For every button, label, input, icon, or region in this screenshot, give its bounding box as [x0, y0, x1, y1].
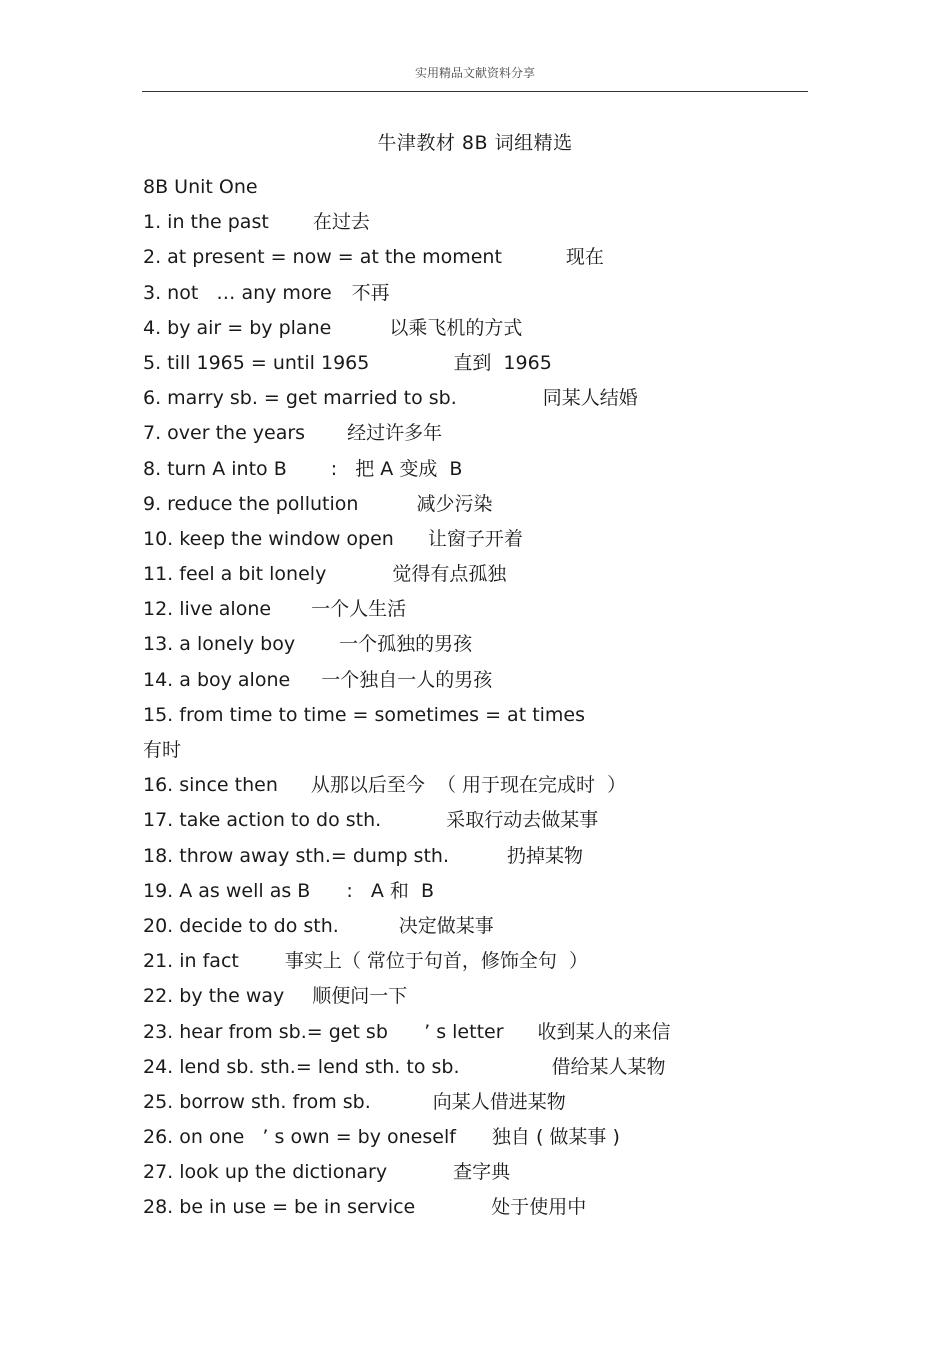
- phrase-row: [143, 627, 823, 662]
- phrase-english: 3. not … any more: [143, 281, 332, 304]
- phrase-chinese: 直到 1965: [453, 351, 552, 374]
- phrase-english: 11. feel a bit lonely: [143, 563, 327, 586]
- phrase-english: 23. hear from sb.= get sb ’ s letter: [143, 1020, 504, 1043]
- phrase-row: [143, 733, 823, 768]
- phrase-row: [143, 1155, 823, 1190]
- phrase-english: 17. take action to do sth.: [143, 809, 382, 832]
- phrase-row: [143, 1050, 823, 1085]
- phrase-chinese: 一个人生活: [311, 598, 407, 621]
- document-title: 牛津教材 8B 词组精选: [377, 132, 573, 154]
- phrase-row: [143, 663, 823, 698]
- phrase-row: [143, 1190, 823, 1225]
- phrase-chinese: 经过许多年: [347, 422, 443, 445]
- phrase-chinese: 觉得有点孤独: [392, 563, 507, 586]
- phrase-english: 7. over the years: [143, 422, 306, 445]
- phrase-row: [143, 452, 823, 487]
- unit-heading-text: 8B Unit One: [143, 176, 258, 198]
- phrase-chinese: 不再: [351, 281, 390, 304]
- phrase-row: [143, 240, 823, 275]
- phrase-english: 19. A as well as B: [143, 879, 311, 902]
- phrase-chinese: 一个孤独的男孩: [339, 633, 473, 656]
- phrase-chinese: 现在: [565, 246, 604, 269]
- phrase-chinese: 查字典: [453, 1161, 511, 1184]
- phrase-english: 13. a lonely boy: [143, 633, 296, 656]
- phrase-row: [143, 346, 823, 381]
- phrase-chinese: 借给某人某物: [551, 1055, 666, 1078]
- phrase-row: [143, 416, 823, 451]
- phrase-row: [143, 311, 823, 346]
- phrase-chinese: 让窗子开着: [427, 527, 523, 550]
- phrase-chinese: 决定做某事: [398, 914, 494, 937]
- phrase-english: 21. in fact: [143, 950, 239, 973]
- phrase-chinese: 事实上（ 常位于句首，修饰全句 ）: [284, 950, 588, 973]
- phrase-row: [143, 1120, 823, 1155]
- phrase-chinese: 收到某人的来信: [537, 1020, 671, 1043]
- phrase-english: 16. since then: [143, 774, 278, 797]
- phrase-english: 22. by the way: [143, 985, 285, 1008]
- phrase-row: [143, 276, 823, 311]
- phrase-english: 20. decide to do sth.: [143, 914, 339, 937]
- phrase-english: 12. live alone: [143, 598, 272, 621]
- phrase-english: 28. be in use = be in service: [143, 1196, 416, 1219]
- phrase-row: [143, 205, 823, 240]
- phrase-row: [143, 522, 823, 557]
- phrase-english: 9. reduce the pollution: [143, 492, 359, 515]
- phrase-chinese: 扔掉某物: [507, 844, 584, 867]
- phrase-chinese: : 把 A 变成 B: [330, 457, 463, 480]
- phrase-chinese: 独自 ( 做某事 ): [491, 1126, 620, 1149]
- phrase-english: 10. keep the window open: [143, 527, 394, 550]
- phrase-chinese: : A 和 B: [346, 879, 434, 902]
- unit-heading: [143, 170, 823, 205]
- phrase-list: [143, 170, 823, 1226]
- phrase-english: 15. from time to time = sometimes = at times: [143, 703, 586, 726]
- phrase-english: 8. turn A into B: [143, 457, 287, 480]
- phrase-english: 14. a boy alone: [143, 668, 291, 691]
- phrase-english: 18. throw away sth.= dump sth.: [143, 844, 449, 867]
- phrase-row: [143, 557, 823, 592]
- phrase-row: [143, 487, 823, 522]
- phrase-row: [143, 874, 823, 909]
- phrase-chinese: 减少污染: [416, 492, 493, 515]
- phrase-chinese: 在过去: [312, 211, 370, 234]
- phrase-chinese: 有时: [143, 739, 182, 761]
- phrase-english: 1. in the past: [143, 211, 269, 234]
- phrase-english: 5. till 1965 = until 1965: [143, 351, 370, 374]
- phrase-chinese: 顺便问一下: [312, 985, 408, 1008]
- phrase-chinese: 以乘飞机的方式: [389, 316, 523, 339]
- phrase-row: [143, 768, 823, 803]
- phrase-row: [143, 944, 823, 979]
- phrase-english: 6. marry sb. = get married to sb.: [143, 387, 457, 410]
- phrase-english: 4. by air = by plane: [143, 316, 332, 339]
- phrase-chinese: 一个独自一人的男孩: [321, 668, 493, 691]
- phrase-chinese: 处于使用中: [491, 1196, 587, 1219]
- phrase-english: 24. lend sb. sth.= lend sth. to sb.: [143, 1055, 460, 1078]
- phrase-english: 25. borrow sth. from sb.: [143, 1090, 371, 1113]
- phrase-english: 27. look up the dictionary: [143, 1161, 388, 1184]
- phrase-english: 26. on one ’ s own = by oneself: [143, 1126, 456, 1149]
- header-divider: [142, 91, 808, 92]
- phrase-row: [143, 381, 823, 416]
- phrase-items: [143, 205, 823, 1225]
- phrase-chinese: 同某人结婚: [542, 387, 638, 410]
- phrase-row: [143, 1015, 823, 1050]
- phrase-english: 2. at present = now = at the moment: [143, 246, 502, 269]
- phrase-chinese: 向某人借进某物: [432, 1090, 566, 1113]
- phrase-row: [143, 979, 823, 1014]
- phrase-chinese: 从那以后至今 （ 用于现在完成时 ）: [310, 774, 627, 797]
- phrase-row: [143, 698, 823, 733]
- phrase-row: [143, 803, 823, 838]
- phrase-row: [143, 839, 823, 874]
- phrase-row: [143, 1085, 823, 1120]
- phrase-row: [143, 592, 823, 627]
- phrase-row: [143, 909, 823, 944]
- page-header: 实用精品文献资料分享: [414, 66, 535, 80]
- phrase-chinese: 采取行动去做某事: [446, 809, 599, 832]
